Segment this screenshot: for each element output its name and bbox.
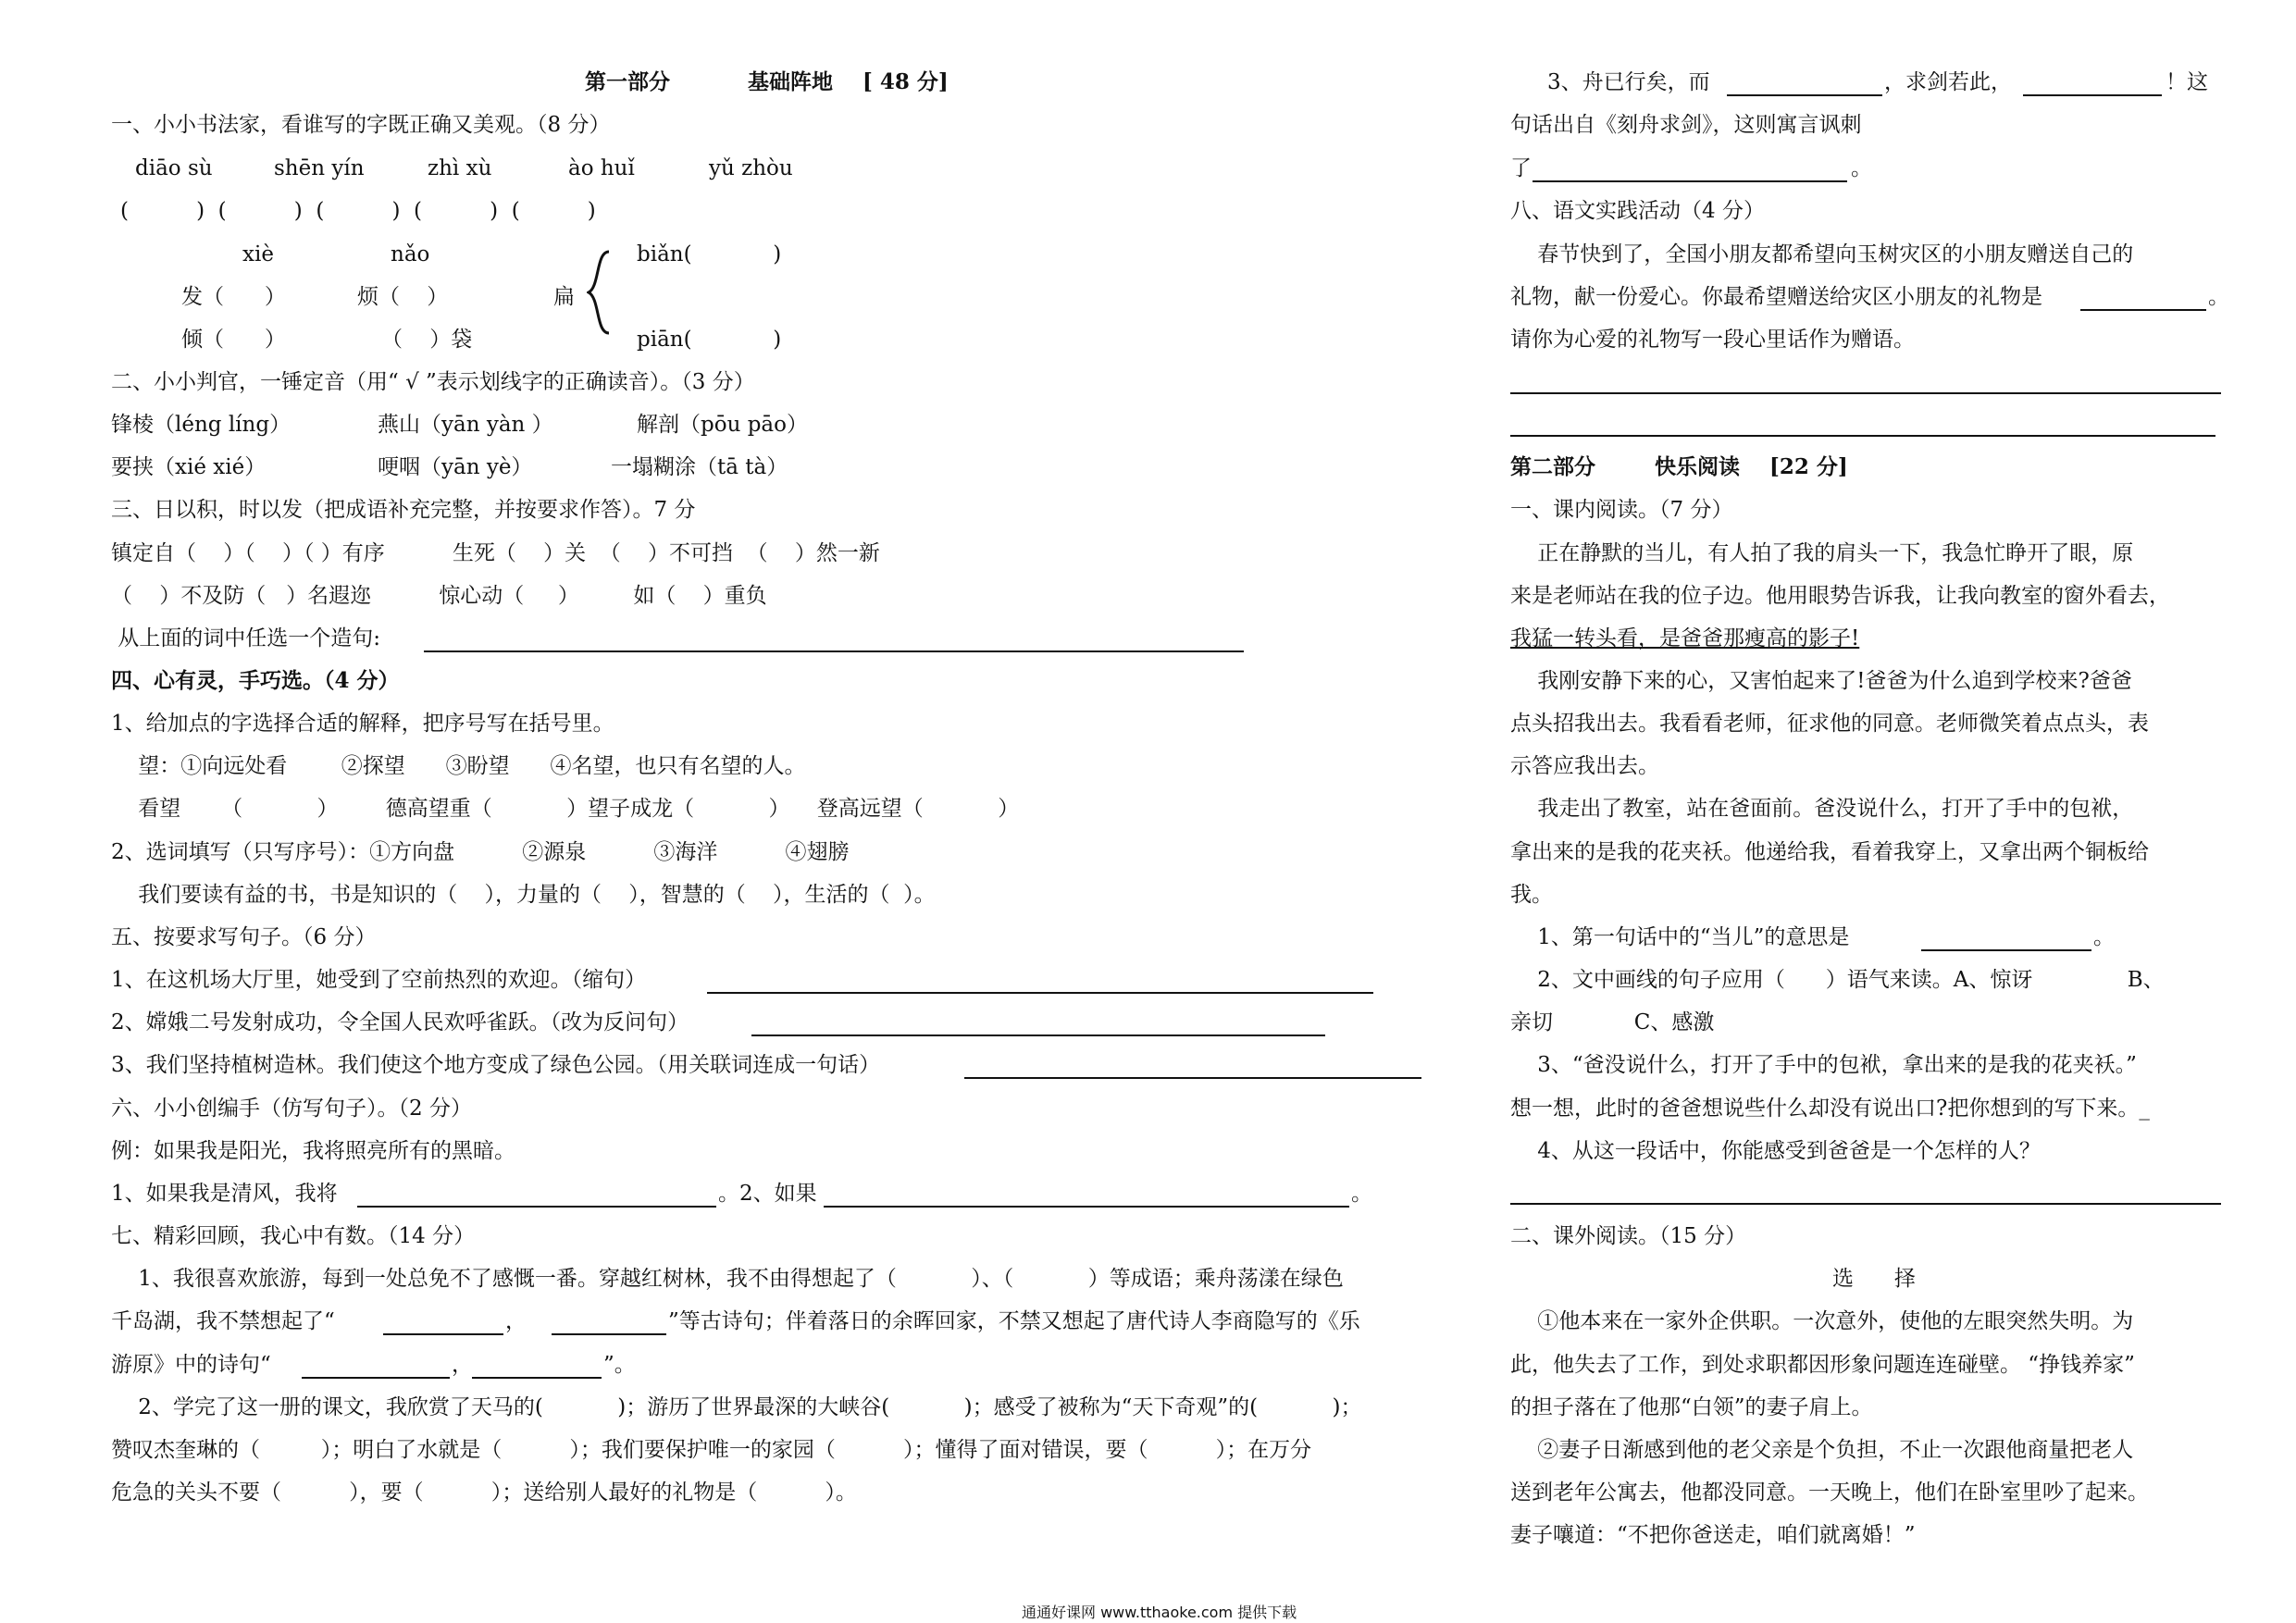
q1-pinyin-4: ào huǐ [568, 156, 635, 180]
q1-bian-pinyin: biǎn( ) [637, 242, 782, 266]
q7-2-line3: 危急的关头不要（ ），要（ ）；送给别人最好的礼物是（ ）。 [111, 1481, 857, 1505]
page-footer: 通通好课网 www.tthaoke.com 提供下载 [1022, 1604, 1297, 1621]
q2-item-5: 哽咽（yān yè） [378, 455, 533, 479]
q4-2-sentence: 我们要读有益的书，书是知识的（ ），力量的（ ），智慧的（ ），生活的（ ）。 [111, 883, 936, 907]
q1-bian: 扁 [553, 285, 575, 309]
q7-1-blank-1[interactable] [383, 1333, 503, 1335]
part1-score: [ 48 分] [863, 69, 949, 94]
q7-2-line2: 赞叹杰奎琳的（ ）；明白了水就是（ ）；我们要保护唯一的家园（ ）；懂得了面对错误，要（ ）；在万分 [111, 1438, 1312, 1462]
q2-item-4: 要挟（xié xié） [111, 455, 267, 479]
r1-q1-blank[interactable] [1921, 949, 2091, 951]
r1-q1-end: 。 [2093, 925, 2115, 949]
q8-answer-line-1[interactable] [1510, 392, 2221, 394]
q1-qing: 倾（ ） [181, 328, 286, 352]
q4-heading: 四、心有灵，手巧选。（4 分） [111, 668, 400, 693]
q6-heading: 六、小小创编手（仿写句子）。（2 分） [111, 1096, 472, 1121]
part2-title: 第二部分 [1510, 454, 1595, 479]
q7-1-comma-2: ， [452, 1353, 473, 1377]
q4-2: 2、选词填写（只写序号）：①方向盘 ②源泉 ③海洋 ④翅膀 [111, 840, 850, 864]
r1-q1: 1、第一句话中的“当儿”的意思是 [1510, 925, 1850, 949]
q7-1-blank-3[interactable] [302, 1377, 450, 1379]
q7-heading: 七、精彩回顾，我心中有数。（14 分） [111, 1224, 476, 1248]
q6-example: 例：如果我是阳光，我将照亮所有的黑暗。 [111, 1139, 515, 1163]
q1-pinyin-2: shēn yín [274, 156, 365, 180]
r2-p1-line2: 此，他失去了工作，到处求职都因形象问题连连碰壁。 “挣钱养家” [1510, 1353, 2135, 1377]
q5-3-answer-line[interactable] [964, 1077, 1421, 1079]
part2-score: [22 分] [1769, 454, 1848, 479]
q5-1-answer-line[interactable] [707, 992, 1373, 994]
q7-1-blank-4[interactable] [472, 1377, 602, 1379]
r2-p2-line3: 妻子嚷道：“不把你爸送走，咱们就离婚！” [1510, 1523, 1916, 1547]
q8-para-2-end: 。 [2208, 285, 2229, 309]
q7-3-start: 3、舟已行矣，而 [1547, 70, 1710, 94]
q7-3-blank-3[interactable] [1533, 180, 1847, 182]
q5-1: 1、在这机场大厅里，她受到了空前热烈的欢迎。（缩句） [111, 968, 647, 992]
r1-q2-line1: 2、文中画线的句子应用（ ）语气来读。A、惊讶 B、 [1510, 968, 2165, 992]
q2-item-2: 燕山（yān yàn ） [378, 413, 553, 437]
q1-heading: 一、小小书法家，看谁写的字既正确又美观。（8 分） [111, 113, 611, 137]
r1-q4: 4、从这一段话中，你能感受到爸爸是一个怎样的人？ [1510, 1139, 2041, 1163]
part2-subtitle: 快乐阅读 [1655, 454, 1740, 479]
r1-q2-line2: 亲切 C、感激 [1510, 1010, 1715, 1035]
q1-nao-pinyin: nǎo [391, 242, 430, 266]
r2-passage-title: 选 择 [1832, 1267, 1916, 1291]
q7-1-line3b: ”。 [603, 1353, 636, 1377]
r1-p1-line2: 来是老师站在我的位子边。他用眼势告诉我，让我向教室的窗外看去， [1510, 584, 2170, 608]
r2-p2-line1: ②妻子日渐感到他的老父亲是个负担，不止一次跟他商量把老人 [1510, 1438, 2134, 1462]
q8-para-3: 请你为心爱的礼物写一段心里话作为赠语。 [1510, 328, 1915, 352]
q4-1-blanks: 看望 （ ） 德高望重（ ）望子成龙（ ） 登高远望（ ） [111, 797, 1020, 821]
r1-p3-line3: 我。 [1510, 883, 1553, 907]
q8-heading: 八、语文实践活动（4 分） [1510, 199, 1765, 223]
r1-q3-line1: 3、“爸没说什么，打开了手中的包袱，拿出来的是我的花夹袄。” [1510, 1053, 2137, 1077]
q3-row-1: 镇定自（ ）（ ）（ ）有序 生死（ ）关 （ ）不可挡 （ ）然一新 [111, 541, 880, 565]
q8-para-1: 春节快到了，全国小朋友都希望向玉树灾区的小朋友赠送自己的 [1510, 242, 2134, 266]
q3-sentence-prompt: 从上面的词中任选一个造句: [111, 626, 381, 650]
q8-answer-line-2[interactable] [1510, 435, 2215, 437]
q5-2: 2、嫦娥二号发射成功，令全国人民欢呼雀跃。（改为反问句） [111, 1010, 689, 1035]
curly-brace-icon [587, 250, 611, 335]
q1-xie-pinyin: xiè [242, 242, 274, 266]
r2-heading: 二、课外阅读。（15 分） [1510, 1224, 1747, 1248]
r1-p2-line2: 点头招我出去。我看看老师，征求他的同意。老师微笑着点点头，表 [1510, 712, 2149, 736]
q8-para-2: 礼物，献一份爱心。你最希望赠送给灾区小朋友的礼物是 [1510, 285, 2042, 309]
q7-1-blank-2[interactable] [552, 1333, 666, 1335]
r2-p1-line1: ①他本来在一家外企供职。一次意外，使他的左眼突然失明。为 [1510, 1309, 2134, 1333]
q6-1-end: 。 [1351, 1182, 1372, 1206]
q2-item-1: 锋棱（léng líng） [111, 413, 292, 437]
r1-p2-line3: 示答应我出去。 [1510, 754, 1659, 778]
r1-heading: 一、课内阅读。（7 分） [1510, 498, 1733, 522]
q7-3-line2: 句话出自《刻舟求剑》，这则寓言讽刺 [1510, 113, 1862, 137]
q7-1-line1: 1、我很喜欢旅游，每到一处总免不了感慨一番。穿越红树林，我不由得想起了（ ）、（ ）等成语；乘舟荡漾在绿色 [111, 1267, 1344, 1291]
q7-3-line3b: 。 [1851, 156, 1872, 180]
q2-item-6: 一塌糊涂（tā tà） [611, 455, 788, 479]
q7-1-line3a: 游原》中的诗句“ [111, 1353, 271, 1377]
q7-2-line1: 2、学完了这一册的课文，我欣赏了天马的( )；游历了世界最深的大峡谷( )；感受了被称为“天下奇观”的( )； [111, 1395, 1362, 1419]
q3-row-2: （ ）不及防（ ）名遐迩 惊心动（ ） 如（ ）重负 [111, 584, 767, 608]
q7-3-end: ！这 [2166, 70, 2208, 94]
q7-1-line2a: 千岛湖，我不禁想起了“ [111, 1309, 335, 1333]
q6-2-answer-line[interactable] [824, 1206, 1349, 1208]
q8-gift-blank[interactable] [2080, 309, 2206, 311]
q4-1-options: 望：①向远处看 ②探望 ③盼望 ④名望，也只有名望的人。 [111, 754, 806, 778]
q1-pian-pinyin: piān( ) [637, 328, 782, 352]
r1-p1-underlined-sentence: 我猛一转头看，是爸爸那瘦高的影子! [1510, 626, 1860, 650]
q1-pinyin-1: diāo sù [135, 156, 213, 180]
q7-3-blank-1[interactable] [1727, 94, 1882, 96]
q7-3-blank-2[interactable] [2023, 94, 2162, 96]
part1-subtitle: 基础阵地 [748, 69, 833, 94]
q5-3: 3、我们坚持植树造林。我们使这个地方变成了绿色公园。（用关联词连成一句话） [111, 1053, 881, 1077]
q1-fan: 烦（ ） [357, 285, 449, 309]
q6-1-start: 1、如果我是清风，我将 [111, 1182, 338, 1206]
q2-heading: 二、小小判官，一锤定音（用“ √ ”表示划线字的正确读音）。（3 分） [111, 370, 755, 394]
q7-3-mid: ，求剑若此， [1884, 70, 2012, 94]
q5-2-answer-line[interactable] [751, 1035, 1325, 1036]
q3-answer-line[interactable] [424, 650, 1244, 652]
q6-1-mid: 。2、如果 [718, 1182, 817, 1206]
q6-1-answer-line[interactable] [357, 1206, 716, 1208]
q3-heading: 三、日以积，时以发（把成语补充完整，并按要求作答）。7 分 [111, 498, 696, 522]
q5-heading: 五、按要求写句子。（6 分） [111, 925, 377, 949]
r2-p2-line2: 送到老年公寓去，他都没同意。一天晚上，他们在卧室里吵了起来。 [1510, 1481, 2149, 1505]
q7-3-line3a: 了 [1510, 156, 1532, 180]
r1-p1-line1: 正在静默的当儿，有人拍了我的肩头一下，我急忙睁开了眼，原 [1510, 541, 2134, 565]
q1-brackets: ( ) ( ) ( ) ( ) ( ) [120, 199, 596, 223]
r1-p3-line2: 拿出来的是我的花夹袄。他递给我，看着我穿上，又拿出两个铜板给 [1510, 840, 2149, 864]
r1-p2-line1: 我刚安静下来的心，又害怕起来了!爸爸为什么追到学校来?爸爸 [1510, 669, 2132, 693]
part1-title: 第一部分 [585, 69, 670, 94]
q7-1-comma-1: ， [505, 1309, 527, 1333]
q4-1: 1、给加点的字选择合适的解释，把序号写在括号里。 [111, 712, 614, 736]
r1-p3-line1: 我走出了教室，站在爸面前。爸没说什么，打开了手中的包袱， [1510, 797, 2134, 821]
r1-q4-answer-line[interactable] [1510, 1203, 2221, 1205]
r2-p1-line3: 的担子落在了他那“白领”的妻子肩上。 [1510, 1395, 1873, 1419]
r1-q3-line2: 想一想，此时的爸爸想说些什么却没有说出口?把你想到的写下来。_ [1510, 1096, 2150, 1121]
q1-dai: （ ）袋 [381, 328, 473, 352]
q1-pinyin-3: zhì xù [428, 156, 492, 180]
q1-fa: 发（ ） [181, 285, 286, 309]
q1-pinyin-5: yǔ zhòu [709, 156, 793, 180]
q2-item-3: 解剖（pōu pāo） [637, 413, 808, 437]
q7-1-line2b: ”等古诗句；伴着落日的余晖回家，不禁又想起了唐代诗人李商隐写的《乐 [668, 1309, 1360, 1333]
